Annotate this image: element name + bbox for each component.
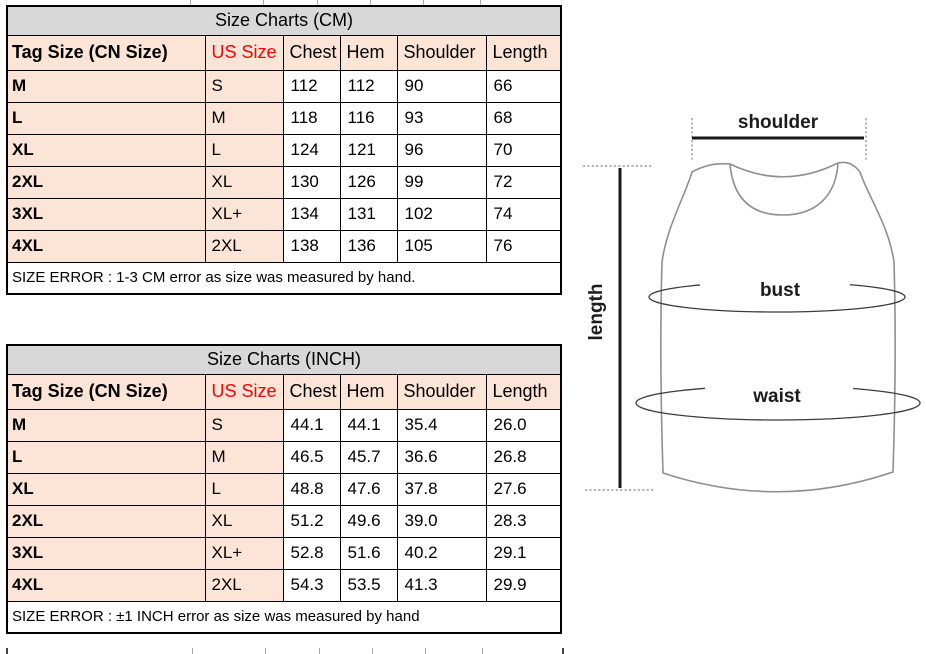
hem-cell: 49.6	[340, 505, 397, 537]
chest-cell: 124	[283, 134, 340, 166]
table-header-row	[7, 374, 561, 409]
table-row	[7, 166, 561, 198]
us-size-cell: 2XL	[205, 230, 283, 262]
col-header-length: Length	[486, 374, 561, 409]
cropped-grid-row-bottom	[6, 648, 564, 654]
hem-cell: 116	[340, 102, 397, 134]
length-cell: 26.8	[486, 441, 561, 473]
length-cell: 29.1	[486, 537, 561, 569]
length-cell: 76	[486, 230, 561, 262]
shoulder-cell: 40.2	[397, 537, 486, 569]
size-error-note: SIZE ERROR : 1-3 CM error as size was measured by hand.	[7, 262, 561, 294]
hem-cell: 136	[340, 230, 397, 262]
table-row	[7, 230, 561, 262]
chest-cell: 130	[283, 166, 340, 198]
table-footer-row	[7, 601, 561, 633]
length-cell: 72	[486, 166, 561, 198]
table-row	[7, 102, 561, 134]
length-cell: 66	[486, 70, 561, 102]
table-row	[7, 198, 561, 230]
col-header-chest: Chest	[283, 35, 340, 70]
chest-cell: 54.3	[283, 569, 340, 601]
table-footer-row	[7, 262, 561, 294]
col-header-hem: Hem	[340, 35, 397, 70]
us-size-cell: L	[205, 473, 283, 505]
shoulder-cell: 41.3	[397, 569, 486, 601]
shoulder-cell: 37.8	[397, 473, 486, 505]
col-header-chest: Chest	[283, 374, 340, 409]
tag-size-cell: L	[7, 102, 205, 134]
table-row	[7, 441, 561, 473]
size-chart-table-inch	[6, 344, 562, 634]
table-row	[7, 70, 561, 102]
length-cell: 74	[486, 198, 561, 230]
hem-cell: 45.7	[340, 441, 397, 473]
chest-cell: 118	[283, 102, 340, 134]
shoulder-label: shoulder	[737, 112, 819, 133]
chest-cell: 51.2	[283, 505, 340, 537]
us-size-cell: M	[205, 102, 283, 134]
col-header-shoulder: Shoulder	[397, 35, 486, 70]
hem-cell: 47.6	[340, 473, 397, 505]
chest-cell: 46.5	[283, 441, 340, 473]
col-header-tag-size: Tag Size (CN Size)	[7, 35, 205, 70]
us-size-cell: M	[205, 441, 283, 473]
col-header-length: Length	[486, 35, 561, 70]
table-title: Size Charts (INCH)	[7, 345, 561, 374]
length-cell: 27.6	[486, 473, 561, 505]
us-size-cell: S	[205, 409, 283, 441]
tank-top-outline	[661, 162, 895, 491]
table-header-row	[7, 35, 561, 70]
tag-size-cell: 4XL	[7, 230, 205, 262]
length-cell: 29.9	[486, 569, 561, 601]
tag-size-cell: 4XL	[7, 569, 205, 601]
hem-cell: 51.6	[340, 537, 397, 569]
shoulder-cell: 90	[397, 70, 486, 102]
us-size-cell: 2XL	[205, 569, 283, 601]
table-row	[7, 409, 561, 441]
chest-cell: 52.8	[283, 537, 340, 569]
chest-cell: 112	[283, 70, 340, 102]
table-row	[7, 473, 561, 505]
tag-size-cell: 3XL	[7, 537, 205, 569]
back-neckline	[730, 163, 838, 177]
hem-cell: 112	[340, 70, 397, 102]
size-chart-table-cm	[6, 5, 562, 295]
tag-size-cell: M	[7, 409, 205, 441]
us-size-cell: L	[205, 134, 283, 166]
col-header-us-size: US Size	[205, 35, 283, 70]
shoulder-cell: 36.6	[397, 441, 486, 473]
hem-cell: 121	[340, 134, 397, 166]
shoulder-cell: 39.0	[397, 505, 486, 537]
hem-cell: 126	[340, 166, 397, 198]
size-error-note: SIZE ERROR : ±1 INCH error as size was measured by hand	[7, 601, 561, 633]
hem-cell: 131	[340, 198, 397, 230]
tag-size-cell: 2XL	[7, 505, 205, 537]
chest-cell: 48.8	[283, 473, 340, 505]
length-cell: 70	[486, 134, 561, 166]
shoulder-cell: 99	[397, 166, 486, 198]
table-row	[7, 505, 561, 537]
shoulder-cell: 105	[397, 230, 486, 262]
table-row	[7, 134, 561, 166]
table-row	[7, 537, 561, 569]
shoulder-cell: 102	[397, 198, 486, 230]
length-cell: 68	[486, 102, 561, 134]
length-cell: 26.0	[486, 409, 561, 441]
col-header-us-size: US Size	[205, 374, 283, 409]
chest-cell: 134	[283, 198, 340, 230]
garment-measurement-diagram	[570, 90, 926, 520]
bust-label: bust	[759, 280, 801, 301]
table-title: Size Charts (CM)	[7, 6, 561, 35]
length-label: length	[586, 283, 607, 341]
col-header-hem: Hem	[340, 374, 397, 409]
col-header-tag-size: Tag Size (CN Size)	[7, 374, 205, 409]
shoulder-cell: 96	[397, 134, 486, 166]
col-header-shoulder: Shoulder	[397, 374, 486, 409]
shoulder-cell: 35.4	[397, 409, 486, 441]
tag-size-cell: XL	[7, 134, 205, 166]
tag-size-cell: 2XL	[7, 166, 205, 198]
chest-cell: 138	[283, 230, 340, 262]
table-title-row	[7, 6, 561, 35]
us-size-cell: XL	[205, 166, 283, 198]
waist-label: waist	[753, 386, 801, 407]
length-cell: 28.3	[486, 505, 561, 537]
tag-size-cell: XL	[7, 473, 205, 505]
table-title-row	[7, 345, 561, 374]
hem-cell: 44.1	[340, 409, 397, 441]
us-size-cell: XL+	[205, 198, 283, 230]
shoulder-cell: 93	[397, 102, 486, 134]
tag-size-cell: M	[7, 70, 205, 102]
tag-size-cell: 3XL	[7, 198, 205, 230]
tag-size-cell: L	[7, 441, 205, 473]
table-row	[7, 569, 561, 601]
chest-cell: 44.1	[283, 409, 340, 441]
hem-cell: 53.5	[340, 569, 397, 601]
us-size-cell: S	[205, 70, 283, 102]
us-size-cell: XL+	[205, 537, 283, 569]
us-size-cell: XL	[205, 505, 283, 537]
